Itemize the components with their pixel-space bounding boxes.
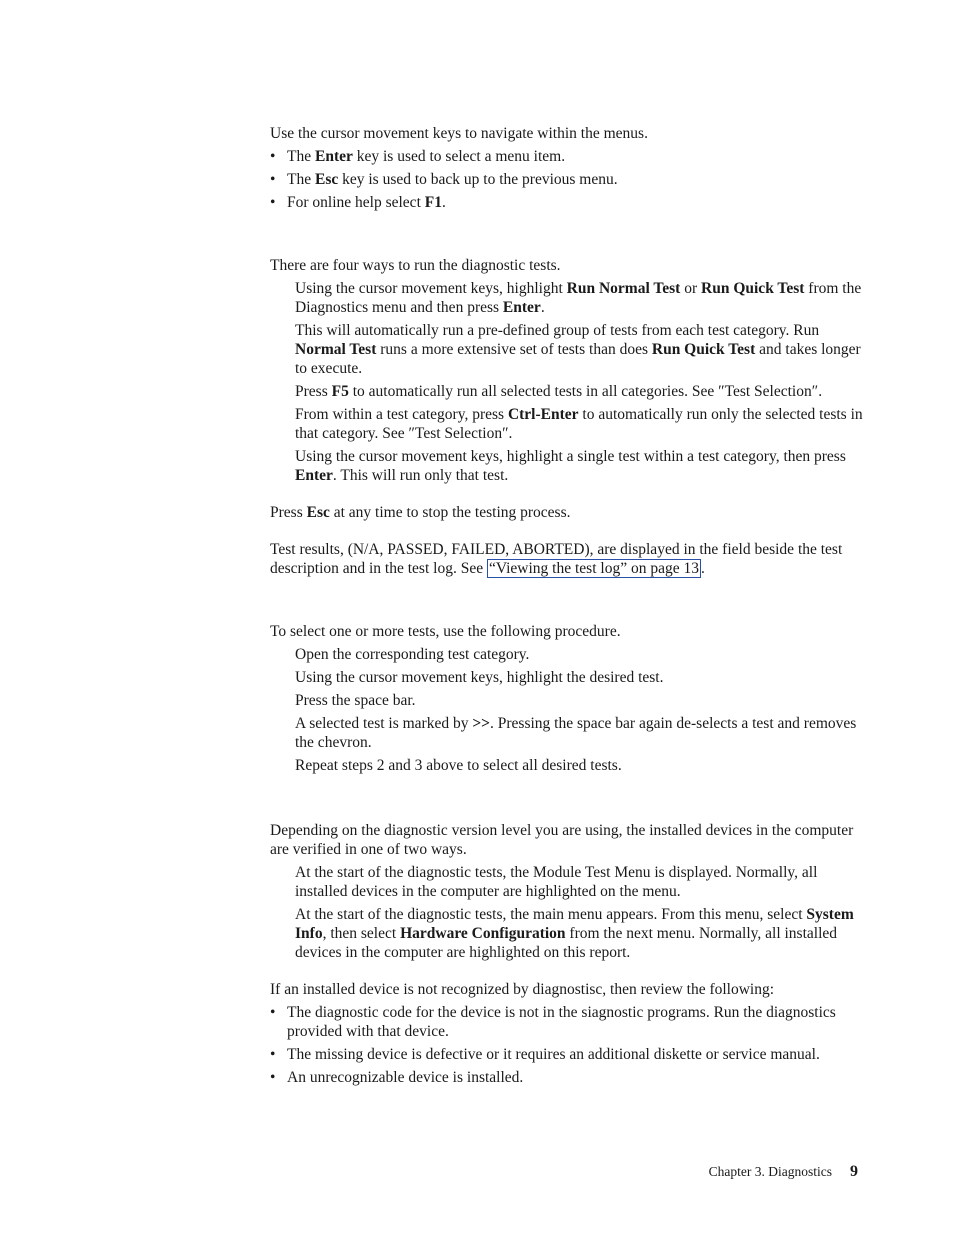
- list-item: At the start of the diagnostic tests, the main menu appears. From this menu, select System Info, then select Hardware Configuration from the next menu. Normally, all installed devices in the computer are highlighted on this report.: [295, 906, 854, 961]
- select-tests-steps: [270, 645, 870, 775]
- intro-line: Use the cursor movement keys to navigate within the menus.: [270, 125, 648, 142]
- test-log-link[interactable]: “Viewing the test log” on page 13: [488, 560, 699, 577]
- bullet-icon: •: [270, 1004, 276, 1021]
- list-item: Repeat steps 2 and 3 above to select all desired tests.: [295, 757, 622, 774]
- list-item: At the start of the diagnostic tests, the Module Test Menu is displayed. Normally, all installed devices in the computer are highlighted on the menu.: [295, 864, 818, 900]
- list-item: • The Esc key is used to back up to the previous menu.: [270, 171, 618, 188]
- list-item: Press the space bar.: [295, 692, 416, 709]
- list-item: From within a test category, press Ctrl-Enter to automatically run only the selected tests in that category. See ″Test Selection″.: [295, 406, 863, 442]
- unrecognized-lead: If an installed device is not recognized by diagnostisc, then review the following:: [270, 981, 775, 998]
- list-item: Using the cursor movement keys, highlight Run Normal Test or Run Quick Test from the Diagnostics menu and then press Enter.: [295, 280, 862, 316]
- page-number: 9: [850, 1163, 858, 1180]
- list-item: Using the cursor movement keys, highlight the desired test.: [295, 669, 664, 686]
- devices-lead: Depending on the diagnostic version level you are using, the installed devices in the computer are verified in one of two ways.: [270, 822, 854, 858]
- bullet-icon: •: [270, 1046, 276, 1063]
- bullet-icon: •: [270, 194, 276, 211]
- bullet-icon: •: [270, 171, 276, 188]
- bullet-icon: •: [270, 148, 276, 165]
- list-item: Open the corresponding test category.: [295, 646, 530, 663]
- chapter-label: Chapter 3. Diagnostics: [708, 1164, 832, 1179]
- list-item: • The diagnostic code for the device is not in the siagnostic programs. Run the diagnostics provided with that device.: [270, 1004, 836, 1040]
- bullet-icon: •: [270, 1069, 276, 1086]
- page-content: [270, 124, 870, 1087]
- run-tests-lead: There are four ways to run the diagnostic tests.: [270, 257, 561, 274]
- list-item: • For online help select F1.: [270, 194, 446, 211]
- list-item: This will automatically run a pre-defined group of tests from each test category. Run Normal Test runs a more extensive set of tests than does Run Quick Test and takes longer to execute.: [295, 322, 861, 377]
- select-tests-lead: To select one or more tests, use the following procedure.: [270, 623, 621, 640]
- unrecognized-device-list: [270, 1003, 870, 1087]
- results-note: Test results, (N/A, PASSED, FAILED, ABORTED), are displayed in the field beside the test description and in the test log. See “Viewing the test log” on page 13 .: [270, 541, 843, 577]
- esc-note: Press Esc at any time to stop the testing process.: [270, 504, 571, 521]
- list-item: Press F5 to automatically run all selected tests in all categories. See ″Test Selection″.: [295, 383, 823, 400]
- list-item: • The missing device is defective or it requires an additional diskette or service manual.: [270, 1046, 820, 1063]
- page-footer: [709, 1163, 858, 1181]
- list-item: • An unrecognizable device is installed.: [270, 1069, 524, 1086]
- run-tests-steps: [270, 279, 870, 485]
- list-item: • The Enter key is used to select a menu item.: [270, 148, 566, 165]
- list-item: Using the cursor movement keys, highlight a single test within a test category, then press Enter. This will run only that test.: [295, 448, 846, 484]
- navigation-key-list: [270, 147, 870, 212]
- device-verification-steps: [270, 863, 870, 962]
- list-item: A selected test is marked by >>. Pressing the space bar again de-selects a test and removes the chevron.: [295, 715, 857, 751]
